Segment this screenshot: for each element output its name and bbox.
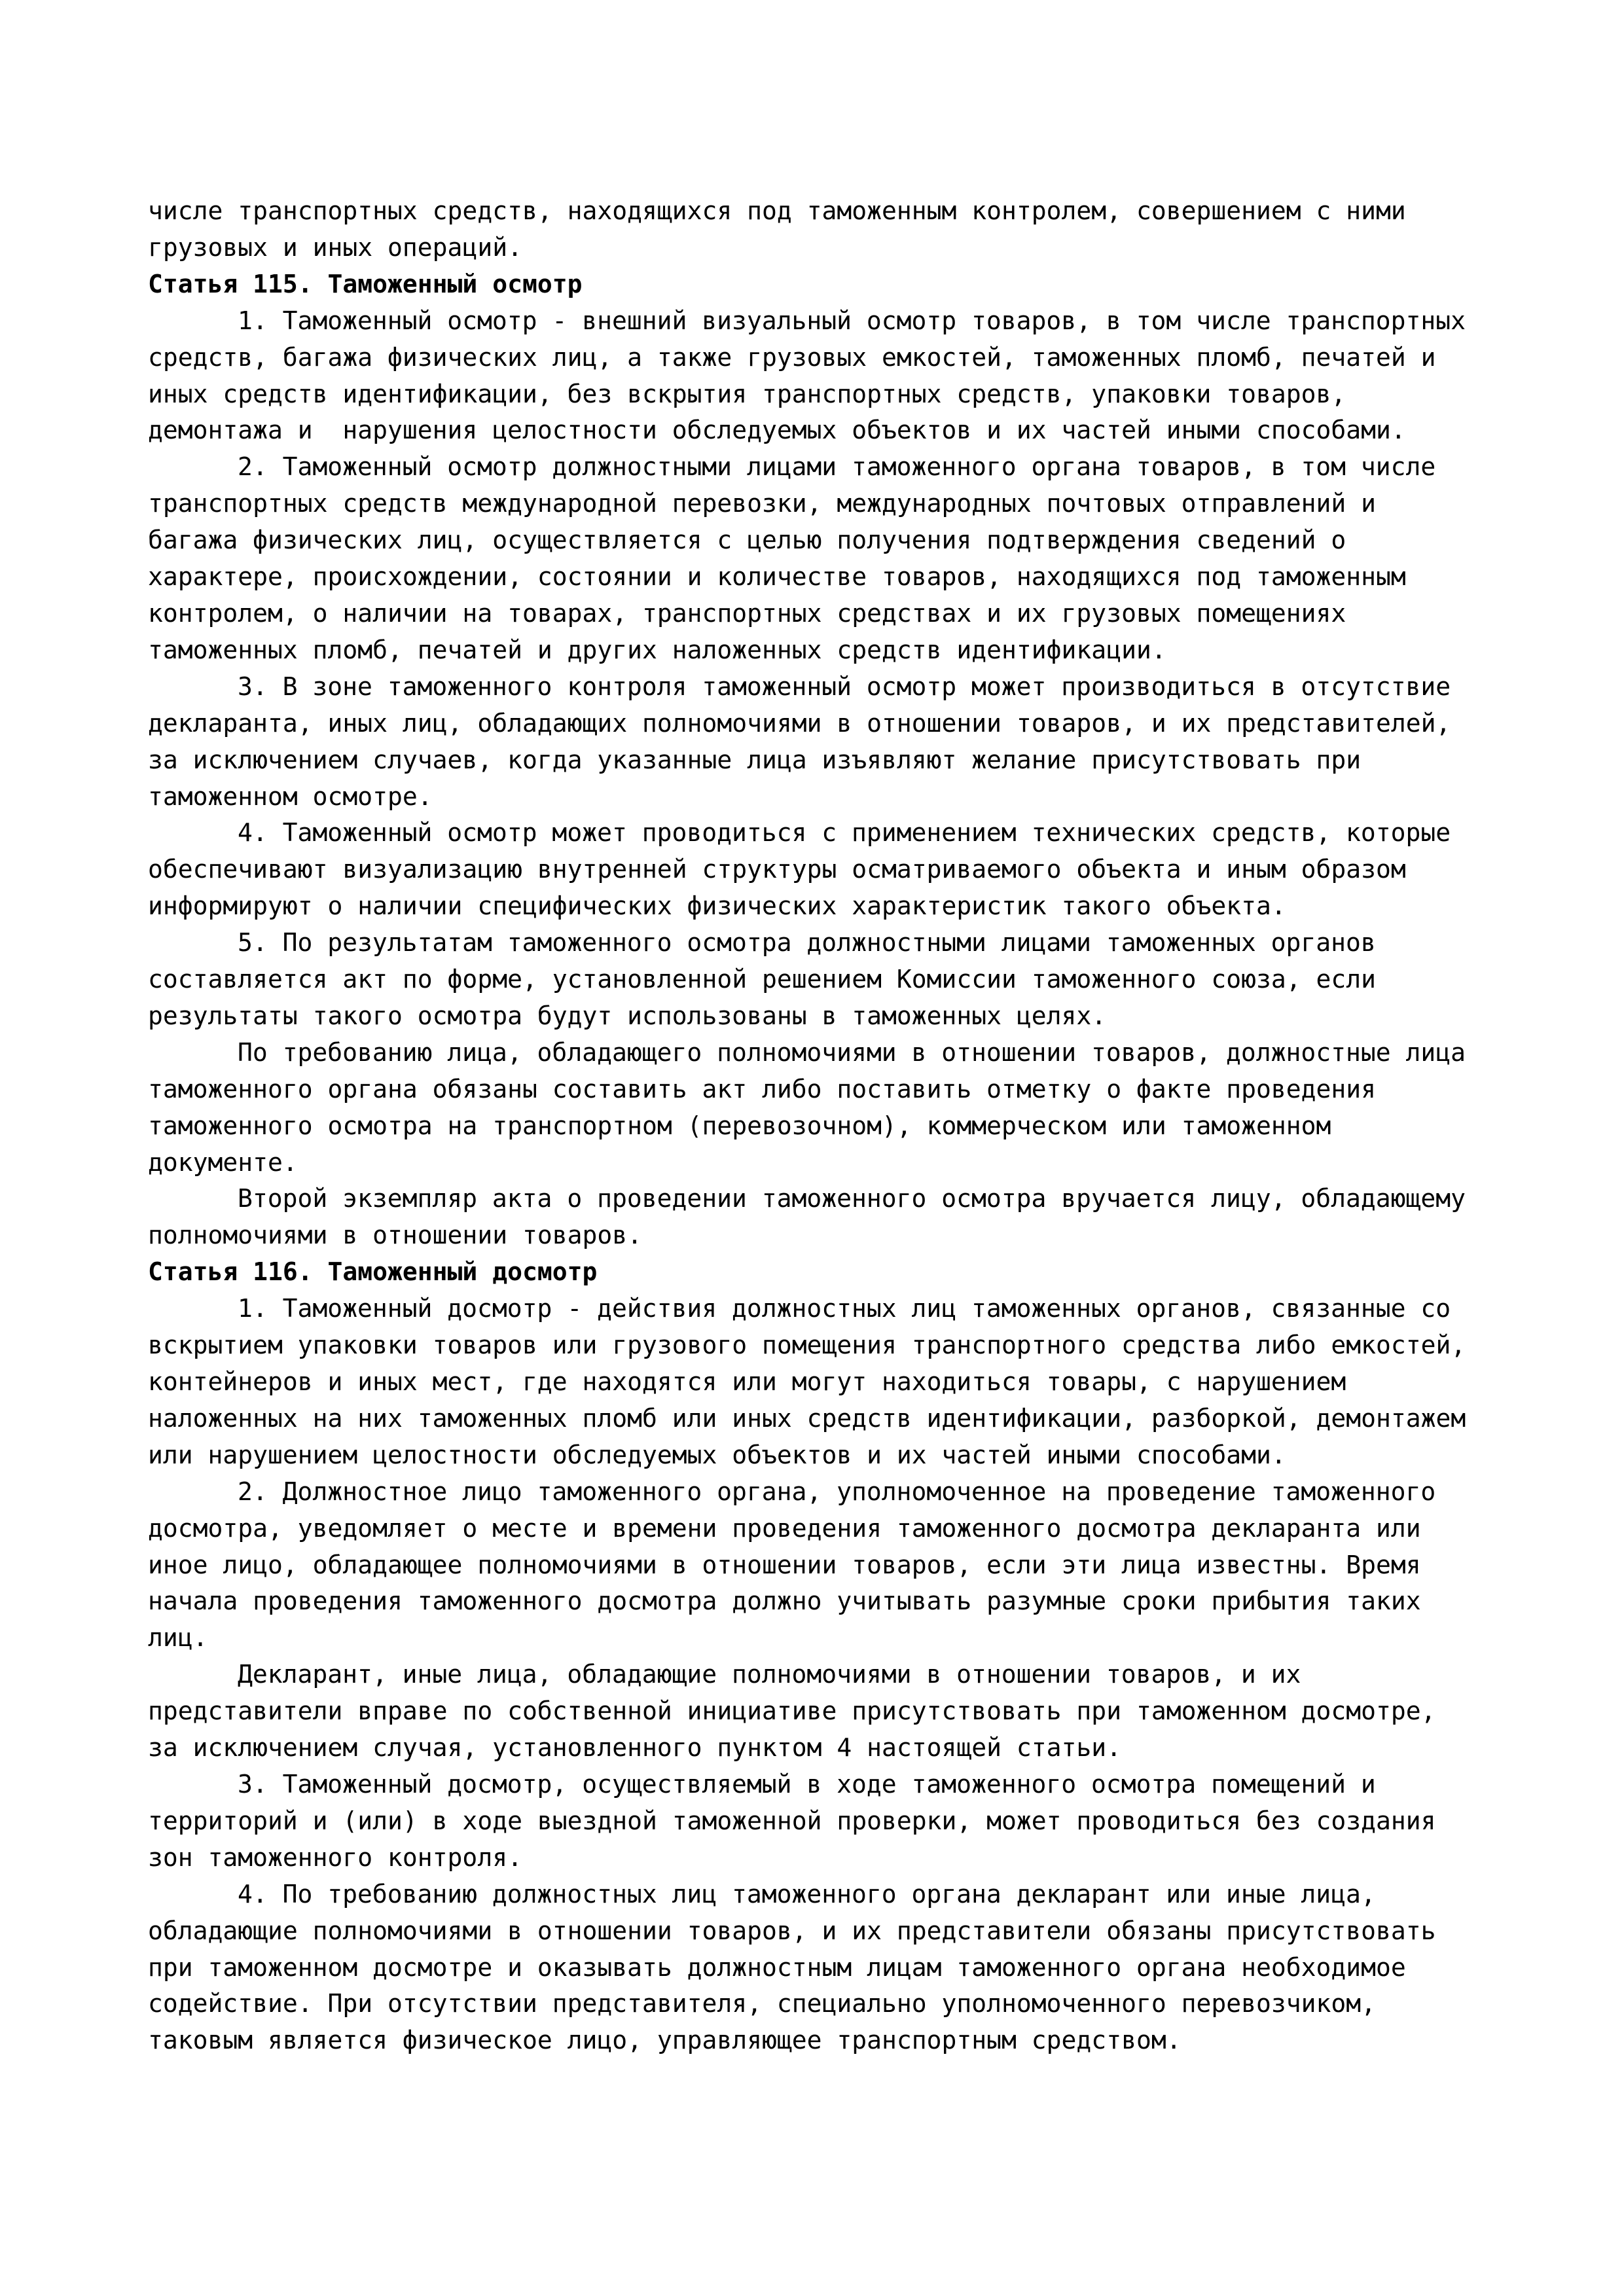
text-line: контейнеров и иных мест, где находятся или могут находиться товары, с нарушением: [148, 1367, 1346, 1396]
paragraph-116-2: [148, 1474, 1523, 1657]
article-115: [148, 266, 1523, 1254]
paragraph-115-5-copy: [148, 1181, 1523, 1254]
paragraph-115-5-request: [148, 1035, 1523, 1181]
text-line: контролем, о наличии на товарах, транспортных средствах и их грузовых помещениях: [148, 598, 1346, 628]
text-line: таможенном осмотре.: [148, 781, 433, 811]
text-line: досмотра, уведомляет о месте и времени проведения таможенного досмотра декларанта или: [148, 1513, 1421, 1543]
text-line: информируют о наличии специфических физических характеристик такого объекта.: [148, 891, 1286, 921]
text-line: декларанта, иных лиц, обладающих полномочиями в отношении товаров, и их представителей,: [148, 708, 1451, 738]
text-line: 3. Таможенный досмотр, осуществляемый в ходе таможенного осмотра помещений и: [238, 1769, 1376, 1799]
text-line: 1. Таможенный осмотр - внешний визуальный осмотр товаров, в том числе транспортных: [238, 306, 1466, 335]
text-line: полномочиями в отношении товаров.: [148, 1221, 642, 1250]
text-line: числе транспортных средств, находящихся под таможенным контролем, совершением с ними: [148, 196, 1406, 225]
text-line: иное лицо, обладающее полномочиями в отношении товаров, если эти лица известны. Время: [148, 1550, 1421, 1579]
text-line: зон таможенного контроля.: [148, 1842, 522, 1872]
text-line: составляется акт по форме, установленной решением Комиссии таможенного союза, если: [148, 965, 1376, 994]
text-line: 2. Таможенный осмотр должностными лицами таможенного органа товаров, в том числе: [238, 452, 1436, 482]
paragraph-115-3: [148, 669, 1523, 816]
continuation-paragraph: [148, 193, 1523, 266]
paragraph-115-2: [148, 449, 1523, 668]
text-line: результаты такого осмотра будут использованы в таможенных целях.: [148, 1001, 1107, 1030]
text-line: транспортных средств международной перевозки, международных почтовых отправлений и: [148, 489, 1376, 518]
paragraph-115-4: [148, 815, 1523, 925]
text-line: Декларант, иные лица, обладающие полномочиями в отношении товаров, и их: [238, 1660, 1301, 1689]
text-line: за исключением случая, установленного пунктом 4 настоящей статьи.: [148, 1733, 1122, 1763]
text-line: иных средств идентификации, без вскрытия транспортных средств, упаковки товаров,: [148, 379, 1346, 408]
text-line: документе.: [148, 1147, 298, 1177]
text-line: 1. Таможенный досмотр - действия должностных лиц таможенных органов, связанные со: [238, 1294, 1451, 1323]
text-line: начала проведения таможенного досмотра должно учитывать разумные сроки прибытия таких: [148, 1587, 1421, 1616]
text-line: демонтажа и нарушения целостности обследуемых объектов и их частей иными способами.: [148, 416, 1406, 445]
text-line: Второй экземпляр акта о проведении таможенного осмотра вручается лицу, обладающему: [238, 1184, 1466, 1213]
paragraph-116-4: [148, 1876, 1523, 2060]
paragraph-115-1: [148, 303, 1523, 450]
text-line: содействие. При отсутствии представителя, специально уполномоченного перевозчиком,: [148, 1989, 1376, 2018]
text-line: территорий и (или) в ходе выездной таможенной проверки, может проводиться без создания: [148, 1806, 1436, 1835]
article-heading: Статья 116. Таможенный досмотр: [148, 1257, 598, 1287]
text-line: таможенных пломб, печатей и других наложенных средств идентификации.: [148, 635, 1166, 664]
text-line: багажа физических лиц, осуществляется с целью получения подтверждения сведений о: [148, 526, 1346, 555]
text-line: представители вправе по собственной инициативе присутствовать при таможенном досмотре,: [148, 1696, 1436, 1726]
text-line: вскрытием упаковки товаров или грузового помещения транспортного средства либо емкостей,: [148, 1331, 1466, 1360]
text-line: при таможенном досмотре и оказывать должностным лицам таможенного органа необходимое: [148, 1952, 1406, 1982]
paragraph-116-1: [148, 1291, 1523, 1474]
text-line: за исключением случаев, когда указанные лица изъявляют желание присутствовать при: [148, 745, 1362, 774]
text-line: обладающие полномочиями в отношении товаров, и их представители обязаны присутствовать: [148, 1916, 1436, 1945]
text-line: 4. Таможенный осмотр может проводиться с применением технических средств, которые: [238, 818, 1451, 848]
text-line: характере, происхождении, состоянии и количестве товаров, находящихся под таможенным: [148, 562, 1406, 592]
paragraph-115-5: [148, 925, 1523, 1035]
text-line: 5. По результатам таможенного осмотра должностными лицами таможенных органов: [238, 928, 1376, 958]
article-116: [148, 1254, 1523, 2059]
text-line: лиц.: [148, 1623, 208, 1653]
article-heading: Статья 115. Таможенный осмотр: [148, 269, 583, 298]
text-line: таможенного органа обязаны составить акт либо поставить отметку о факте проведения: [148, 1074, 1376, 1103]
text-line: 3. В зоне таможенного контроля таможенный осмотр может производиться в отсутствие: [238, 672, 1451, 701]
text-line: таможенного осмотра на транспортном (перевозочном), коммерческом или таможенном: [148, 1111, 1331, 1140]
paragraph-116-2-declarant: [148, 1657, 1523, 1767]
text-line: средств, багажа физических лиц, а также грузовых емкостей, таможенных пломб, печатей и: [148, 342, 1436, 372]
text-line: 4. По требованию должностных лиц таможенного органа декларант или иные лица,: [238, 1879, 1376, 1909]
text-line: 2. Должностное лицо таможенного органа, уполномоченное на проведение таможенного: [238, 1477, 1436, 1506]
text-line: наложенных на них таможенных пломб или иных средств идентификации, разборкой, демонтажем: [148, 1403, 1466, 1433]
text-line: обеспечивают визуализацию внутренней структуры осматриваемого объекта и иным образом: [148, 855, 1406, 884]
document-page: [148, 193, 1523, 2059]
text-line: или нарушением целостности обследуемых объектов и их частей иными способами.: [148, 1440, 1286, 1469]
text-line: По требованию лица, обладающего полномочиями в отношении товаров, должностные лица: [238, 1037, 1466, 1067]
text-line: таковым является физическое лицо, управляющее транспортным средством.: [148, 2026, 1182, 2055]
paragraph-116-3: [148, 1767, 1523, 1876]
text-line: грузовых и иных операций.: [148, 232, 522, 262]
